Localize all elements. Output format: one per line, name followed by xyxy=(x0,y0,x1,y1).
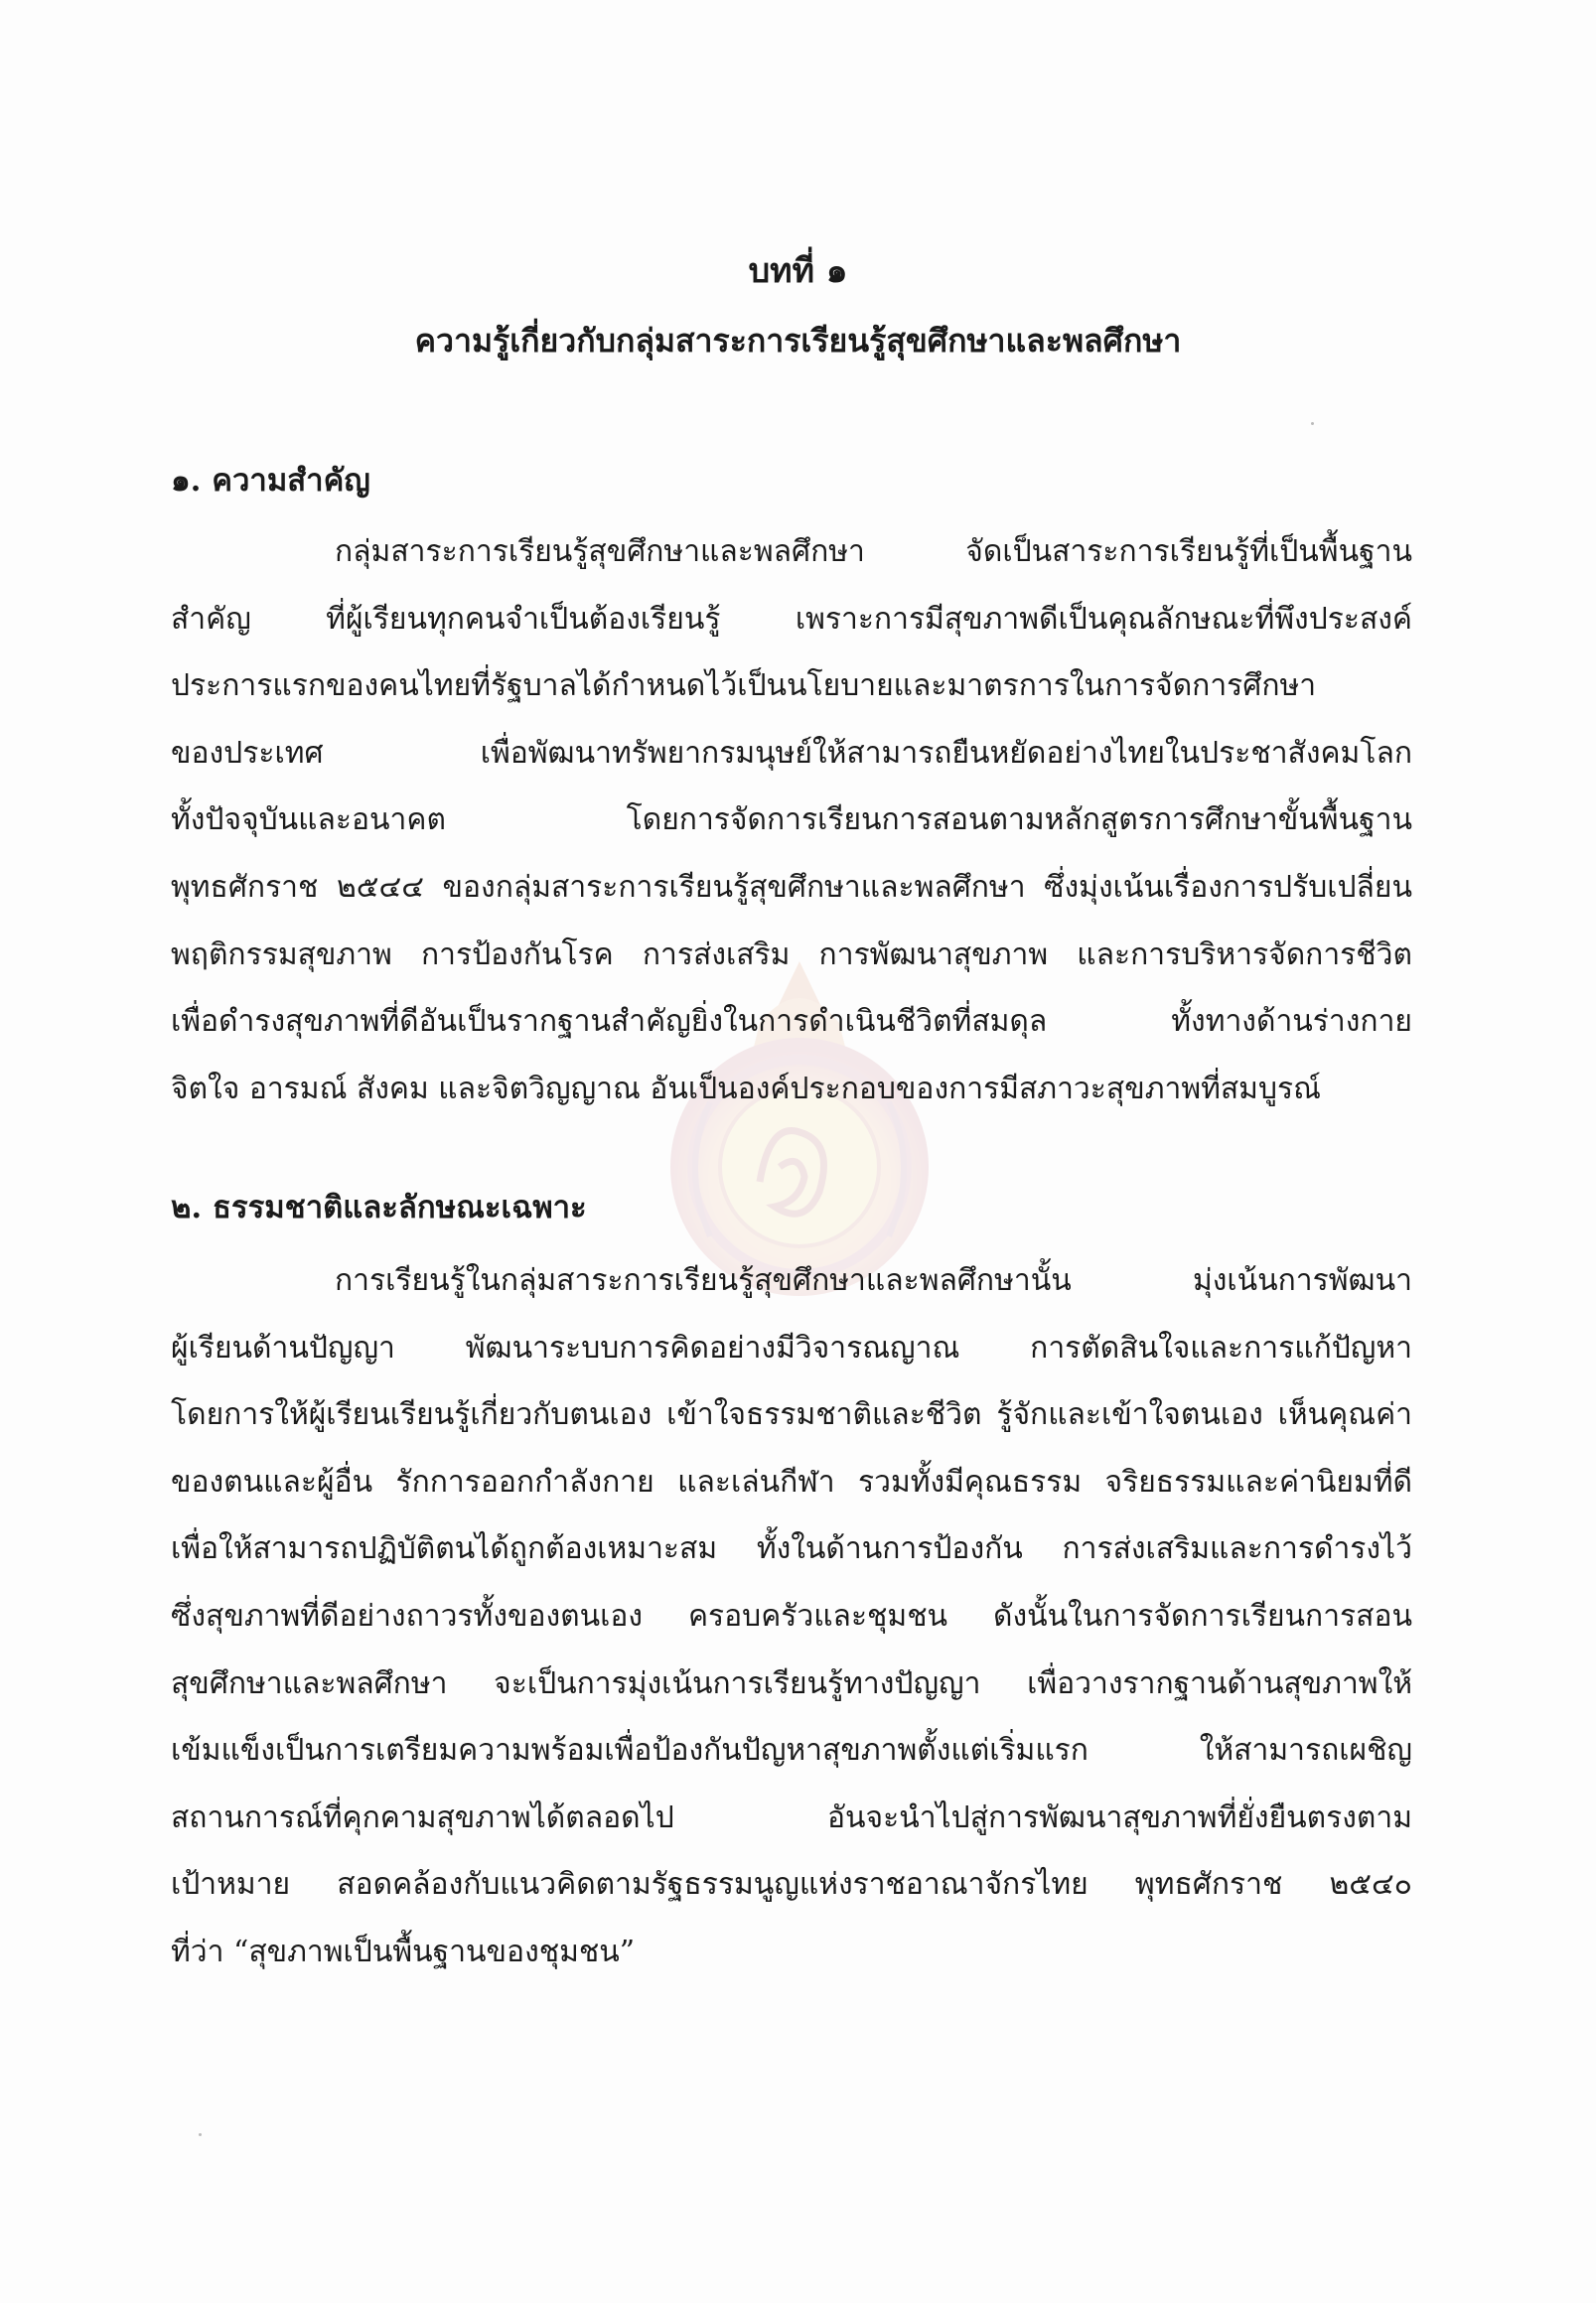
section-heading-nature: ๒. ธรรมชาติและลักษณะเฉพาะ xyxy=(171,1190,587,1225)
paragraph-importance xyxy=(171,518,1412,1122)
paragraph-line: ซึ่งสุขภาพที่ดีอย่างถาวรทั้งของตนเอง ครอบครัวและชุมชน ดังนั้นในการจัดการเรียนการสอน xyxy=(171,1598,1412,1634)
paragraph-line: โดยการให้ผู้เรียนเรียนรู้เกี่ยวกับตนเอง เข้าใจธรรมชาติและชีวิต รู้จักและเข้าใจตนเอง เห็นคุณค่า xyxy=(171,1397,1412,1433)
paragraph-line: ผู้เรียนด้านปัญญา พัฒนาระบบการคิดอย่างมีวิจารณญาณ การตัดสินใจและการแก้ปัญหา xyxy=(171,1330,1412,1366)
paragraph-line: การเรียนรู้ในกลุ่มสาระการเรียนรู้สุขศึกษาและพลศึกษานั้น มุ่งเน้นการพัฒนา xyxy=(335,1263,1412,1298)
paragraph-line: กลุ่มสาระการเรียนรู้สุขศึกษาและพลศึกษา จัดเป็นสาระการเรียนรู้ที่เป็นพื้นฐาน xyxy=(335,534,1412,569)
section-heading-importance: ๑. ความสำคัญ xyxy=(171,463,370,499)
paragraph-line: เพื่อดำรงสุขภาพที่ดีอันเป็นรากฐานสำคัญยิ่งในการดำเนินชีวิตที่สมดุล ทั้งทางด้านร่างกาย xyxy=(171,1004,1412,1040)
paragraph-line: สำคัญ ที่ผู้เรียนทุกคนจำเป็นต้องเรียนรู้ เพราะการมีสุขภาพดีเป็นคุณลักษณะที่พึงประสงค์ xyxy=(171,601,1412,637)
paragraph-line: เข้มแข็งเป็นการเตรียมความพร้อมเพื่อป้องกันปัญหาสุขภาพตั้งแต่เริ่มแรก ให้สามารถเผชิญ xyxy=(171,1733,1412,1769)
paragraph-line: ที่ว่า “สุขภาพเป็นพื้นฐานของชุมชน” xyxy=(171,1934,636,1969)
paragraph-line: พุทธศักราช ๒๕๔๔ ของกลุ่มสาระการเรียนรู้สุขศึกษาและพลศึกษา ซึ่งมุ่งเน้นเรื่องการปรับเปลี่ยน xyxy=(171,869,1412,905)
paragraph-nature xyxy=(171,1247,1412,1986)
paragraph-line: ของตนและผู้อื่น รักการออกกำลังกาย และเล่นกีฬา รวมทั้งมีคุณธรรม จริยธรรมและค่านิยมที่ดี xyxy=(171,1464,1412,1500)
paragraph-line: ประการแรกของคนไทยที่รัฐบาลได้กำหนดไว้เป็นนโยบายและมาตรการในการจัดการศึกษา xyxy=(171,668,1317,704)
paragraph-line: ทั้งปัจจุบันและอนาคต โดยการจัดการเรียนการสอนตามหลักสูตรการศึกษาขั้นพื้นฐาน xyxy=(171,802,1412,838)
paragraph-line: ของประเทศ เพื่อพัฒนาทรัพยากรมนุษย์ให้สามารถยืนหยัดอย่างไทยในประชาสังคมโลก xyxy=(171,735,1412,771)
paragraph-line: เพื่อให้สามารถปฏิบัติตนได้ถูกต้องเหมาะสม ทั้งในด้านการป้องกัน การส่งเสริมและการดำรงไว้ xyxy=(171,1531,1412,1567)
paragraph-line: พฤติกรรมสุขภาพ การป้องกันโรค การส่งเสริม การพัฒนาสุขภาพ และการบริหารจัดการชีวิต xyxy=(171,936,1412,972)
chapter-title: บทที่ ๑ xyxy=(748,251,848,291)
scan-speck xyxy=(1311,422,1314,425)
paragraph-line: เป้าหมาย สอดคล้องกับแนวคิดตามรัฐธรรมนูญแห่งราชอาณาจักรไทย พุทธศักราช ๒๕๔๐ xyxy=(171,1867,1412,1903)
chapter-subtitle: ความรู้เกี่ยวกับกลุ่มสาระการเรียนรู้สุขศึกษาและพลศึกษา xyxy=(414,322,1182,360)
paragraph-line: สถานการณ์ที่คุกคามสุขภาพได้ตลอดไป อันจะนำไปสู่การพัฒนาสุขภาพที่ยั่งยืนตรงตาม xyxy=(171,1799,1412,1835)
paragraph-line: จิตใจ อารมณ์ สังคม และจิตวิญญาณ อันเป็นองค์ประกอบของการมีสภาวะสุขภาพที่สมบูรณ์ xyxy=(171,1071,1321,1106)
paragraph-line: สุขศึกษาและพลศึกษา จะเป็นการมุ่งเน้นการเรียนรู้ทางปัญญา เพื่อวางรากฐานด้านสุขภาพให้ xyxy=(171,1665,1412,1701)
scan-speck xyxy=(199,2133,202,2136)
